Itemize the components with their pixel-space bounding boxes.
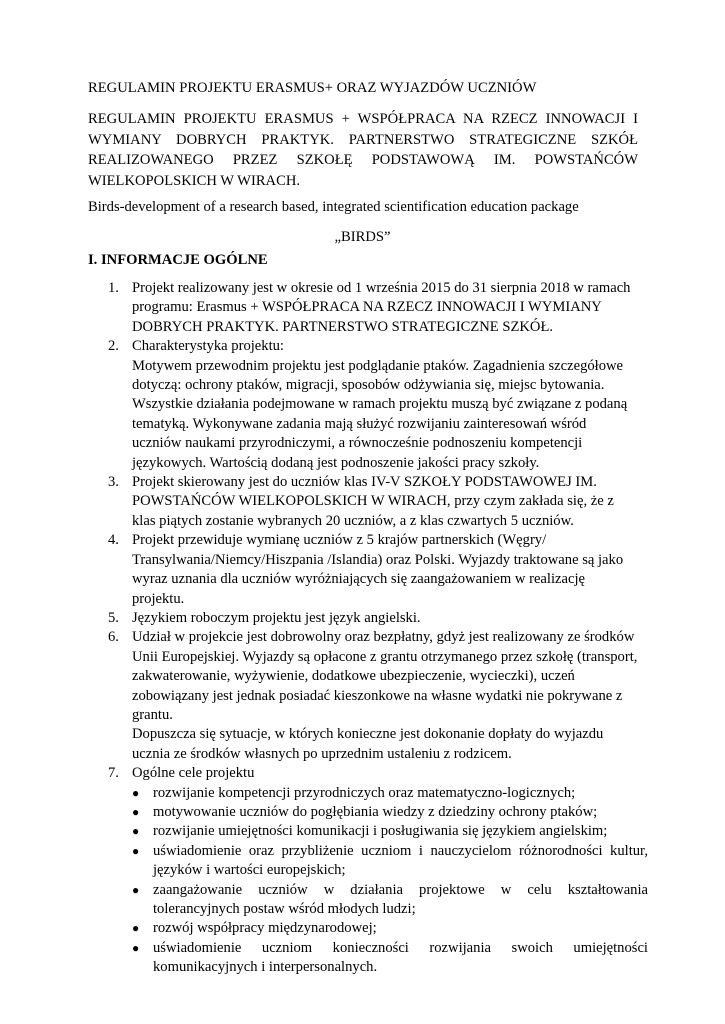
goal-bullet-item	[132, 881, 648, 920]
list-item-text-line: Projekt przewiduje wymianę uczniów z 5 krajów partnerskich (Węgry/	[132, 532, 547, 549]
list-item-text-line: programu: Erasmus + WSPÓŁPRACA NA RZECZ INNOWACJI I WYMIANY	[132, 299, 602, 316]
list-item-text-line: Wszystkie działania podejmowane w ramach projektu muszą być związane z podaną	[132, 396, 628, 413]
list-item-text-line: POWSTAŃCÓW WIELKOPOLSKICH W WIRACH, przy czym zakłada się, że z	[132, 493, 614, 510]
bullet-dot-icon: ●	[132, 940, 140, 955]
list-item	[88, 628, 648, 764]
goal-text-line: komunikacyjnych i interpersonalnych.	[153, 959, 378, 976]
document-title: REGULAMIN PROJEKTU ERASMUS+ ORAZ WYJAZDÓW UCZNIÓW	[88, 80, 537, 96]
bullet-dot-icon: ●	[132, 785, 140, 800]
list-item-number: 5.	[108, 609, 119, 626]
goal-text-line: uświadomienie oraz przybliżenie uczniom i nauczycielom różnorodności kultur,	[153, 842, 648, 859]
list-item-number: 3.	[108, 474, 119, 491]
goal-bullet-item	[132, 842, 648, 881]
list-item	[88, 337, 648, 473]
list-item-text-line: Dopuszcza się sytuacje, w których konieczne jest dokonanie dopłaty do wyjazdu	[132, 726, 604, 743]
numbered-list	[88, 279, 648, 978]
list-item-text-line: dotyczą: ochrony ptaków, migracji, sposobów odżywiania się, miejsc bytowania.	[132, 377, 605, 394]
bullet-dot-icon: ●	[132, 921, 140, 936]
project-title-line: REGULAMIN PROJEKTU ERASMUS + WSPÓŁPRACA NA RZECZ INNOWACJI I	[88, 111, 638, 127]
list-item-text-line: Projekt skierowany jest do uczniów klas IV-V SZKOŁY PODSTAWOWEJ IM.	[132, 474, 597, 491]
bullet-dot-icon: ●	[132, 882, 140, 897]
list-item	[88, 764, 648, 977]
goal-text-line: rozwijanie kompetencji przyrodniczych oraz matematyczno-logicznych;	[153, 784, 576, 801]
list-item-text-line: Motywem przewodnim projektu jest podglądanie ptaków. Zagadnienia szczegółowe	[132, 357, 624, 374]
list-item-text-line: zobowiązany jest jednak posiadać kieszonkowe na własne wydatki nie pokrywane z	[132, 687, 623, 704]
list-item-text-line: Udział w projekcie jest dobrowolny oraz bezpłatny, gdyż jest realizowany ze środków	[132, 629, 635, 646]
list-item-number: 4.	[108, 532, 119, 549]
goal-bullet-item	[132, 939, 648, 978]
project-title-line: REALIZOWANEGO PRZEZ SZKOŁĘ PODSTAWOWĄ IM. POWSTAŃCÓW	[88, 152, 638, 168]
goal-text-line: rozwój współpracy międzynarodowej;	[153, 920, 377, 937]
list-item-text-line: tematyką. Wykonywane zadania mają służyć rozwijaniu zainteresowań wśród	[132, 415, 587, 432]
list-item	[88, 609, 648, 628]
bullet-dot-icon: ●	[132, 843, 140, 858]
section-heading: I. INFORMACJE OGÓLNE	[88, 252, 268, 268]
list-item-text-line: Językiem roboczym projektu jest język angielski.	[132, 609, 421, 626]
list-item-text-line: Charakterystyka projektu:	[132, 338, 284, 355]
goals-bullet-list	[132, 784, 648, 978]
list-item-text-line: uczniów naukami przyrodniczymi, a równocześnie podnoszeniu kompetencji	[132, 435, 583, 452]
list-item-text-line: Ogólne cele projektu	[132, 765, 255, 782]
list-item	[88, 279, 648, 337]
list-item-text-line: DOBRYCH PRAKTYK. PARTNERSTWO STRATEGICZNE SZKÓŁ.	[132, 318, 554, 335]
goal-text-line: języków i wartości europejskich;	[153, 862, 346, 879]
goal-text-line: uświadomienie uczniom konieczności rozwijania swoich umiejętności	[153, 939, 648, 956]
project-subtitle: Birds-development of a research based, integrated scientification education package	[88, 199, 579, 215]
goal-text-line: tolerancyjnych postaw wśród młodych ludzi;	[153, 901, 416, 917]
goal-text-line: zaangażowanie uczniów w działania projektowe w celu kształtowania	[153, 881, 648, 898]
list-item-number: 7.	[108, 765, 119, 782]
list-item-number: 6.	[108, 629, 119, 646]
list-item	[88, 473, 648, 531]
bullet-dot-icon: ●	[132, 824, 140, 839]
list-item-number: 2.	[108, 338, 119, 355]
list-item-text-line: wyraz uznania dla uczniów wyróżniających się zaangażowaniem w realizację	[132, 571, 585, 588]
list-item-text-line: klas piątych zostanie wybranych 20 uczniów, a z klas czwartych 5 uczniów.	[132, 512, 574, 529]
list-item-text-line: Projekt realizowany jest w okresie od 1 września 2015 do 31 sierpnia 2018 w ramach	[132, 280, 631, 296]
bullet-dot-icon: ●	[132, 804, 140, 819]
project-name: „BIRDS”	[334, 229, 391, 245]
list-item	[88, 531, 648, 609]
goal-bullet-item	[132, 803, 648, 822]
list-item-text-line: projektu.	[132, 590, 185, 607]
project-title-line: WIELKOPOLSKICH W WIRACH.	[88, 172, 301, 189]
list-item-number: 1.	[108, 280, 119, 296]
project-full-title	[88, 109, 638, 191]
list-item-text-line: grantu.	[132, 706, 173, 723]
goal-text-line: motywowanie uczniów do pogłębiania wiedzy z dziedziny ochrony ptaków;	[153, 803, 598, 820]
goal-bullet-item	[132, 919, 648, 938]
project-title-line: WYMIANY DOBRYCH PRAKTYK. PARTNERSTWO STRATEGICZNE SZKÓŁ	[88, 131, 638, 148]
list-item-text-line: Transylwania/Niemcy/Hiszpania /Islandia) oraz Polski. Wyjazdy traktowane są jako	[132, 551, 624, 568]
goal-bullet-item	[132, 784, 648, 803]
goal-bullet-item	[132, 822, 648, 841]
list-item-text-line: Unii Europejskiej. Wyjazdy są opłacone z grantu otrzymanego przez szkołę (transport,	[132, 648, 638, 665]
list-item-text-line: zakwaterowanie, wyżywienie, dodatkowe ubezpieczenie, wycieczki), uczeń	[132, 668, 575, 685]
goal-text-line: rozwijanie umiejętności komunikacji i posługiwania się językiem angielskim;	[153, 823, 608, 840]
list-item-text-line: ucznia ze środków własnych po uprzednim ustaleniu z rodzicem.	[132, 745, 512, 762]
list-item-text-line: językowych. Wartością dodaną jest podnoszenie jakości pracy szkoły.	[132, 454, 540, 471]
